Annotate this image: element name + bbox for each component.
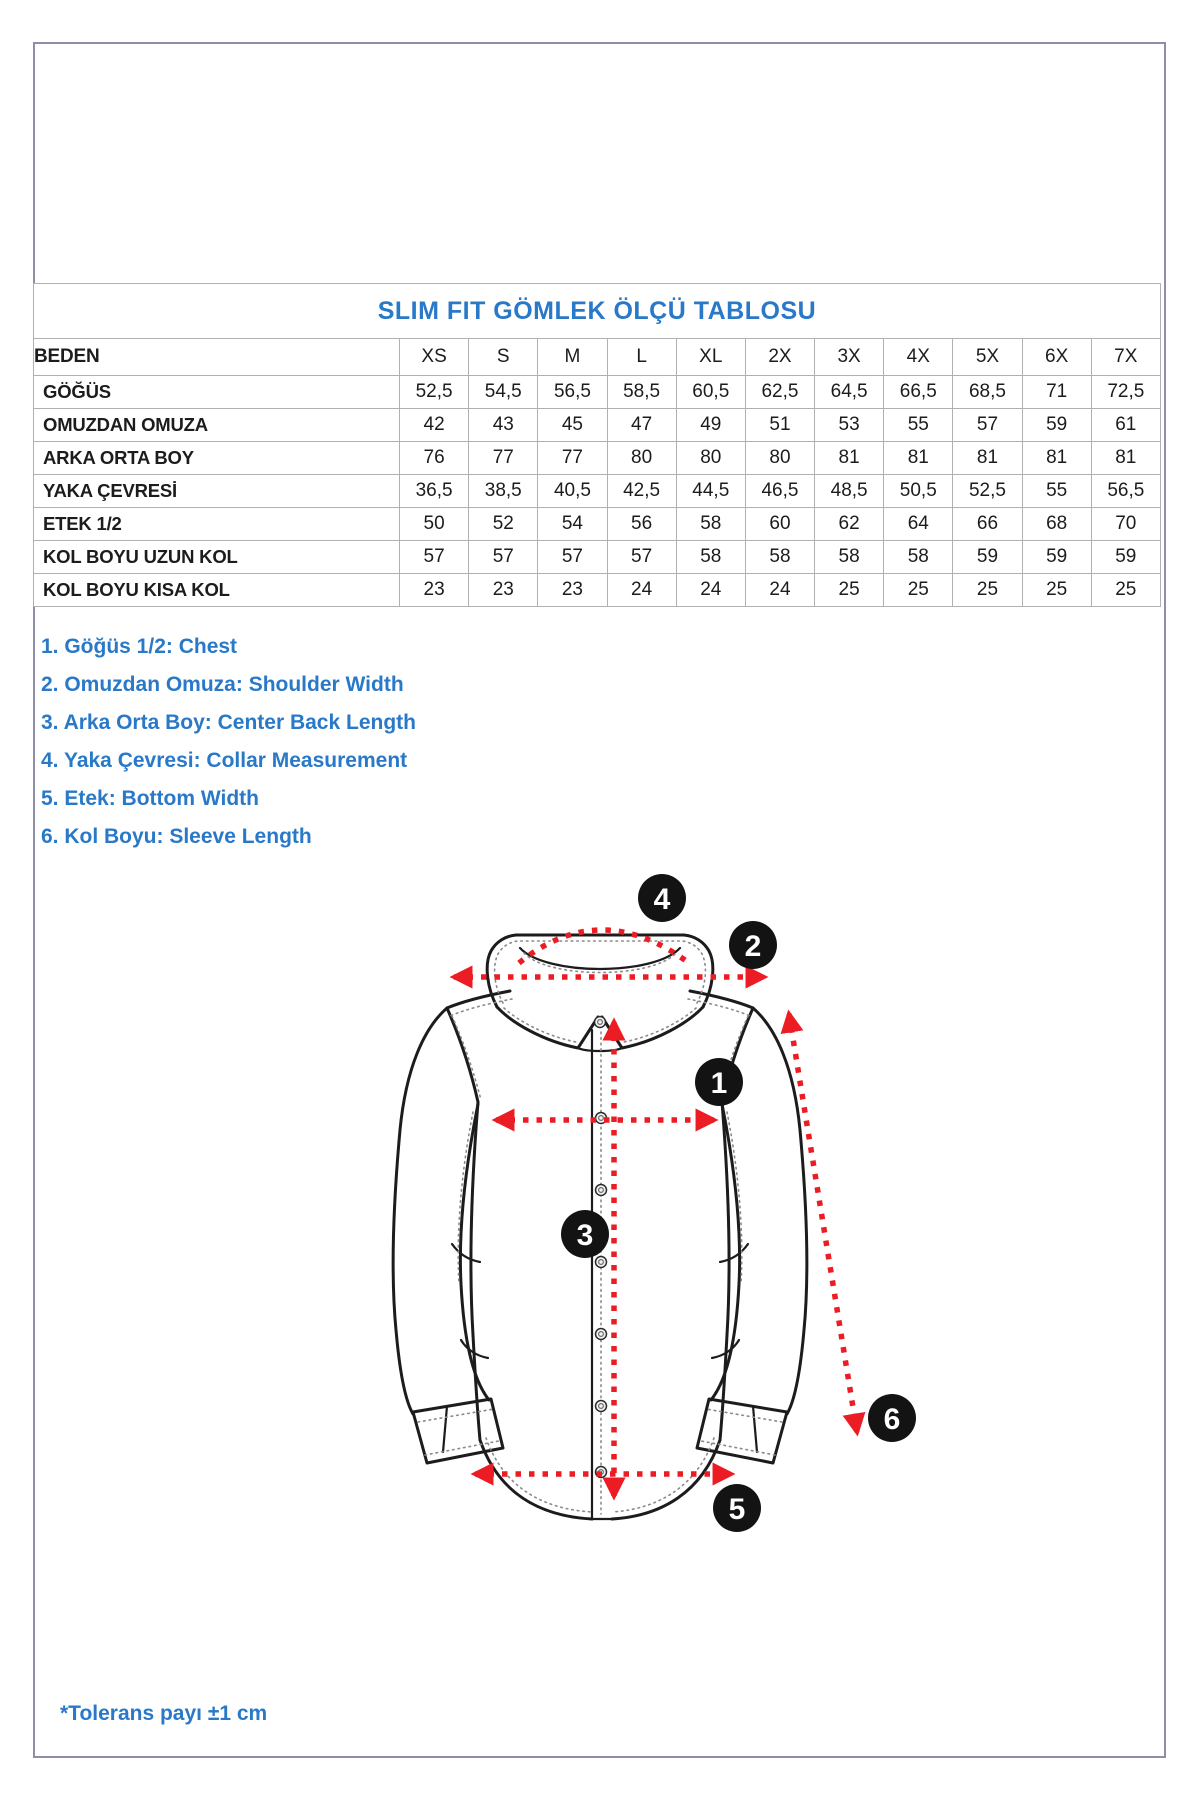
right-cuff bbox=[697, 1399, 787, 1463]
measurement-value: 58 bbox=[676, 508, 745, 541]
measurement-value: 24 bbox=[607, 574, 676, 607]
collar-left-leaf bbox=[497, 1007, 598, 1048]
measurement-value: 48,5 bbox=[815, 475, 884, 508]
legend-item-6: 6. Kol Boyu: Sleeve Length bbox=[41, 825, 312, 848]
measurement-value: 49 bbox=[676, 409, 745, 442]
measurement-value: 81 bbox=[815, 442, 884, 475]
measurement-value: 53 bbox=[815, 409, 884, 442]
size-col-header-l: L bbox=[607, 339, 676, 376]
measurement-value: 43 bbox=[469, 409, 538, 442]
measurement-value: 61 bbox=[1091, 409, 1160, 442]
measurement-row bbox=[34, 409, 1161, 442]
measurement-value: 72,5 bbox=[1091, 376, 1160, 409]
measurement-value: 76 bbox=[400, 442, 469, 475]
marker-1 bbox=[695, 1058, 743, 1106]
measurement-value: 58 bbox=[815, 541, 884, 574]
measurement-value: 66 bbox=[953, 508, 1022, 541]
size-col-header-4x: 4X bbox=[884, 339, 953, 376]
collar-right-leaf bbox=[602, 1007, 703, 1048]
size-col-header-s: S bbox=[469, 339, 538, 376]
measurement-row-label: ARKA ORTA BOY bbox=[34, 442, 400, 475]
legend-item-4: 4. Yaka Çevresi: Collar Measurement bbox=[41, 749, 408, 772]
measurement-value: 23 bbox=[400, 574, 469, 607]
size-col-header-xs: XS bbox=[400, 339, 469, 376]
measurement-value: 80 bbox=[607, 442, 676, 475]
placket-button bbox=[596, 1401, 607, 1412]
measurement-value: 52 bbox=[469, 508, 538, 541]
left-cuff-stitch-top bbox=[418, 1409, 494, 1422]
measurement-value: 59 bbox=[1022, 409, 1091, 442]
measurement-value: 56,5 bbox=[538, 376, 607, 409]
measurement-value: 57 bbox=[400, 541, 469, 574]
size-table bbox=[33, 283, 1161, 607]
legend-item-2: 2. Omuzdan Omuza: Shoulder Width bbox=[41, 673, 404, 696]
measurement-value: 59 bbox=[953, 541, 1022, 574]
measurement-value: 56,5 bbox=[1091, 475, 1160, 508]
measurement-value: 57 bbox=[953, 409, 1022, 442]
measurement-value: 81 bbox=[953, 442, 1022, 475]
size-col-header-xl: XL bbox=[676, 339, 745, 376]
measurement-value: 77 bbox=[538, 442, 607, 475]
measurement-value: 52,5 bbox=[400, 376, 469, 409]
measurement-value: 50 bbox=[400, 508, 469, 541]
measurement-value: 57 bbox=[607, 541, 676, 574]
size-header-label: BEDEN bbox=[34, 339, 400, 376]
measurement-row-label: OMUZDAN OMUZA bbox=[34, 409, 400, 442]
measurement-value: 51 bbox=[745, 409, 814, 442]
right-cuff-stitch-top bbox=[706, 1409, 782, 1422]
size-col-header-7x: 7X bbox=[1091, 339, 1160, 376]
measurement-value: 36,5 bbox=[400, 475, 469, 508]
size-col-header-m: M bbox=[538, 339, 607, 376]
collar-button bbox=[595, 1017, 606, 1028]
measurement-value: 70 bbox=[1091, 508, 1160, 541]
measurement-value: 54 bbox=[538, 508, 607, 541]
size-col-header-3x: 3X bbox=[815, 339, 884, 376]
measurement-value: 80 bbox=[745, 442, 814, 475]
measurement-value: 25 bbox=[953, 574, 1022, 607]
table-title: SLIM FIT GÖMLEK ÖLÇÜ TABLOSU bbox=[34, 284, 1161, 339]
measurement-value: 25 bbox=[884, 574, 953, 607]
measurement-value: 44,5 bbox=[676, 475, 745, 508]
right-cuff-pleat bbox=[753, 1406, 757, 1452]
placket-button bbox=[596, 1257, 607, 1268]
measurement-value: 81 bbox=[884, 442, 953, 475]
hem-left bbox=[480, 1440, 592, 1519]
measurement-value: 23 bbox=[538, 574, 607, 607]
measurement-value: 60,5 bbox=[676, 376, 745, 409]
left-shoulder-seam bbox=[447, 991, 510, 1008]
measurement-value: 58,5 bbox=[607, 376, 676, 409]
measurement-value: 77 bbox=[469, 442, 538, 475]
measurement-value: 57 bbox=[538, 541, 607, 574]
measurement-arrows bbox=[454, 930, 857, 1496]
measurement-value: 23 bbox=[469, 574, 538, 607]
measurement-value: 55 bbox=[884, 409, 953, 442]
left-elbow-crease bbox=[452, 1244, 480, 1262]
measurement-value: 71 bbox=[1022, 376, 1091, 409]
marker-3-number: 3 bbox=[576, 1219, 594, 1252]
measurement-value: 52,5 bbox=[953, 475, 1022, 508]
size-col-header-5x: 5X bbox=[953, 339, 1022, 376]
measurement-row bbox=[34, 475, 1161, 508]
measurement-value: 45 bbox=[538, 409, 607, 442]
marker-3 bbox=[561, 1210, 609, 1258]
measurement-value: 25 bbox=[1091, 574, 1160, 607]
measurement-value: 47 bbox=[607, 409, 676, 442]
measurement-value: 59 bbox=[1091, 541, 1160, 574]
measurement-row bbox=[34, 541, 1161, 574]
measurement-legend bbox=[41, 628, 416, 856]
left-cuff-pleat bbox=[443, 1406, 447, 1452]
measurement-value: 80 bbox=[676, 442, 745, 475]
measurement-value: 42,5 bbox=[607, 475, 676, 508]
measurement-value: 62 bbox=[815, 508, 884, 541]
body-left-seam bbox=[471, 1102, 480, 1440]
measurement-value: 62,5 bbox=[745, 376, 814, 409]
measurement-value: 58 bbox=[745, 541, 814, 574]
measurement-row bbox=[34, 376, 1161, 409]
measurement-row bbox=[34, 508, 1161, 541]
placket-button bbox=[596, 1185, 607, 1196]
measurement-value: 50,5 bbox=[884, 475, 953, 508]
measurement-value: 56 bbox=[607, 508, 676, 541]
measurement-value: 25 bbox=[815, 574, 884, 607]
measurement-row bbox=[34, 574, 1161, 607]
collar-inner-back bbox=[520, 948, 680, 969]
measurement-value: 57 bbox=[469, 541, 538, 574]
measurement-value: 38,5 bbox=[469, 475, 538, 508]
right-elbow-crease bbox=[720, 1244, 748, 1262]
measurement-value: 24 bbox=[676, 574, 745, 607]
legend-item-1: 1. Göğüs 1/2: Chest bbox=[41, 635, 238, 658]
measurement-row-label: KOL BOYU UZUN KOL bbox=[34, 541, 400, 574]
measurement-value: 81 bbox=[1022, 442, 1091, 475]
marker-5 bbox=[713, 1484, 761, 1532]
marker-2 bbox=[729, 921, 777, 969]
marker-2-number: 2 bbox=[744, 930, 762, 963]
measurement-row-label: ETEK 1/2 bbox=[34, 508, 400, 541]
measurement-value: 58 bbox=[884, 541, 953, 574]
measurement-value: 81 bbox=[1091, 442, 1160, 475]
legend-item-3: 3. Arka Orta Boy: Center Back Length bbox=[41, 711, 416, 734]
marker-5-number: 5 bbox=[728, 1493, 746, 1526]
measurement-value: 54,5 bbox=[469, 376, 538, 409]
size-col-header-2x: 2X bbox=[745, 339, 814, 376]
measurement-row-label: KOL BOYU KISA KOL bbox=[34, 574, 400, 607]
left-cuff bbox=[413, 1399, 503, 1463]
measurement-row-label: GÖĞÜS bbox=[34, 376, 400, 409]
measurement-value: 68,5 bbox=[953, 376, 1022, 409]
measurement-value: 66,5 bbox=[884, 376, 953, 409]
measurement-value: 60 bbox=[745, 508, 814, 541]
measurement-row bbox=[34, 442, 1161, 475]
measurement-value: 55 bbox=[1022, 475, 1091, 508]
marker-6 bbox=[868, 1394, 916, 1442]
body-right-seam bbox=[720, 1102, 729, 1440]
measurement-value: 46,5 bbox=[745, 475, 814, 508]
measurement-value: 64 bbox=[884, 508, 953, 541]
measurement-value: 59 bbox=[1022, 541, 1091, 574]
left-armhole bbox=[447, 1008, 478, 1102]
measurement-value: 25 bbox=[1022, 574, 1091, 607]
size-header-row bbox=[34, 339, 1161, 376]
measurement-value: 24 bbox=[745, 574, 814, 607]
legend-item-5: 5. Etek: Bottom Width bbox=[41, 787, 259, 810]
shirt-measurement-diagram bbox=[330, 850, 970, 1550]
hem-right bbox=[612, 1440, 720, 1519]
right-shoulder-seam bbox=[690, 991, 753, 1008]
tolerance-footnote: *Tolerans payı ±1 cm bbox=[60, 1702, 268, 1725]
left-sleeve-outline bbox=[393, 1008, 447, 1414]
measurement-value: 64,5 bbox=[815, 376, 884, 409]
marker-1-number: 1 bbox=[710, 1067, 728, 1100]
measurement-value: 68 bbox=[1022, 508, 1091, 541]
measurement-value: 58 bbox=[676, 541, 745, 574]
size-col-header-6x: 6X bbox=[1022, 339, 1091, 376]
marker-6-number: 6 bbox=[883, 1403, 901, 1436]
measurement-value: 40,5 bbox=[538, 475, 607, 508]
marker-4 bbox=[638, 874, 686, 922]
table-title-row bbox=[34, 284, 1161, 339]
collar-outer bbox=[487, 935, 713, 1007]
measurement-value: 42 bbox=[400, 409, 469, 442]
measurement-row-label: YAKA ÇEVRESİ bbox=[34, 475, 400, 508]
marker-4-number: 4 bbox=[653, 883, 671, 916]
placket-button bbox=[596, 1329, 607, 1340]
